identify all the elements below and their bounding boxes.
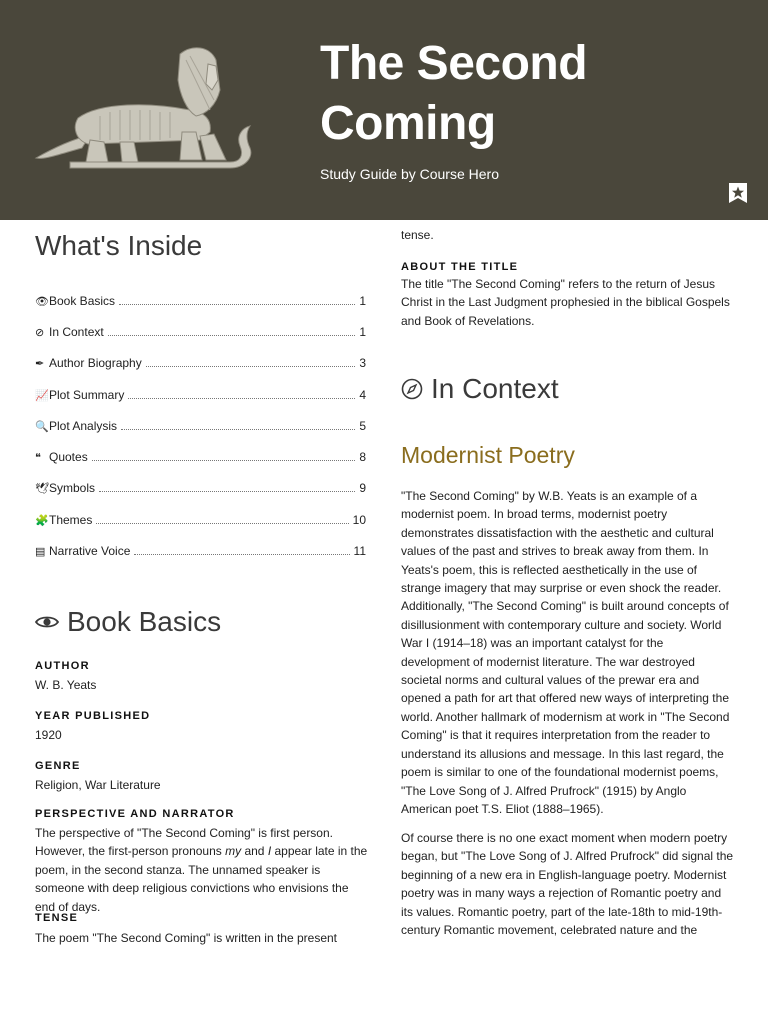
toc-item-plot-analysis[interactable] [35,419,366,437]
pen-nib-icon: ✒ [35,358,45,370]
toc-item-label: Themes [49,513,93,527]
perspective-text [35,824,368,916]
toc-item-page: 11 [353,544,366,558]
toc-leader-dots [128,397,355,399]
toc-item-label: Narrative Voice [49,544,131,558]
toc-item-in-context[interactable] [35,325,366,343]
toc-item-page: 8 [359,450,366,464]
document-title [320,34,740,154]
author-label: AUTHOR [35,660,90,672]
in-context-heading [401,373,559,405]
toc-item-quotes[interactable] [35,450,366,468]
about-the-title-text: The title "The Second Coming" refers to the return of Jesus Christ in the Last Judgment prophesied in the biblical Gospels and Book of Revelations. [401,277,730,328]
tense-text: The poem "The Second Coming" is written in the present [35,931,338,945]
toc-leader-dots [121,428,355,430]
title-line-1: The Second [320,37,588,90]
toc-item-label: Symbols [49,481,96,495]
toc-item-label: Plot Analysis [49,419,118,433]
toc-item-page: 9 [359,481,366,495]
puzzle-icon: 🧩 [35,515,49,527]
perspective-text-part: The perspective of "The Second Coming" is first person. However, the first-person pronouns [35,826,333,859]
perspective-text-part: appear late in the poem, in the second stanza. The unnamed speaker is someone with deep religious convictions who envisions the end of days. [35,844,368,914]
toc-item-page: 3 [359,356,366,370]
header-banner [0,0,768,220]
perspective-label: PERSPECTIVE AND NARRATOR [35,808,235,820]
perspective-text-part: and [241,844,268,859]
eye-icon [35,614,59,630]
book-basics-heading [35,606,221,638]
bird-icon: 🕊 [35,483,49,495]
compass-icon [401,378,423,400]
toc-leader-dots [92,459,356,461]
toc-item-label: In Context [49,325,104,339]
toc-leader-dots [119,303,355,305]
document-icon: ▤ [35,546,46,558]
about-the-title-label: ABOUT THE TITLE [401,261,519,273]
toc-item-page: 4 [359,388,366,402]
in-context-paragraph-1: "The Second Coming" by W.B. Yeats is an example of a modernist poem. In broad terms, modernist poetry demonstrates dissatisfaction with the aesthetic and cultural values of the past and strives to break away from them. In Yeats's poem, this is reflected aesthetically in the use of strange imagery that may surprise or even shock the reader. Additionally, "The Second Coming" is built around concepts of disillusionment with contemporary culture and society. World War I (1914–18) was an important catalyst for the development of modernist literature. The war destroyed societal norms and cultural values of the prewar era and opened a path for art that offered new ways of interpreting the world. Another hallmark of modernism at work in "The Second Coming" is that it requires interpretation from the reader to understand its allusions and message. In this last regard, the poem is similar to one of the foundational modernist poems, "The Love Song of J. Alfred Prufrock" (1915) by Anglo American poet T.S. Eliot (1888–1965). [401,489,730,816]
sphinx-illustration [30,40,260,170]
book-basics-title: Book Basics [67,606,222,637]
title-line-2: Coming [320,97,496,150]
whats-inside-heading: What's Inside [35,230,203,261]
toc-leader-dots [108,334,356,336]
toc-leader-dots [96,522,348,524]
toc-item-book-basics[interactable] [35,294,366,312]
toc-item-label: Book Basics [49,294,116,308]
year-published-label: YEAR PUBLISHED [35,710,151,722]
perspective-emphasis-my: my [225,844,242,859]
toc-item-symbols[interactable] [35,481,366,499]
tense-label: TENSE [35,912,79,924]
toc-leader-dots [146,365,356,367]
course-hero-bookmark-icon [727,182,749,204]
toc-item-label: Author Biography [49,356,142,370]
toc-leader-dots [99,490,355,492]
year-published-value: 1920 [35,728,62,742]
modernist-poetry-heading: Modernist Poetry [401,442,575,468]
toc-item-plot-summary[interactable] [35,388,366,406]
toc-item-author-biography[interactable] [35,356,366,374]
compass-icon: ⊘ [35,327,45,339]
toc-leader-dots [134,553,349,555]
chart-icon: 📈 [35,390,49,402]
toc-item-narrative-voice[interactable] [35,544,366,562]
toc-item-label: Quotes [49,450,88,464]
perspective-emphasis-i: I [267,844,272,859]
toc-item-page: 1 [359,325,366,339]
tense-continued: tense. [401,228,434,242]
genre-label: GENRE [35,760,81,772]
toc-item-themes[interactable] [35,513,366,531]
author-value: W. B. Yeats [35,678,97,692]
toc-item-page: 1 [359,294,366,308]
quote-icon: ❝ [35,452,41,464]
in-context-paragraph-2: Of course there is no one exact moment when modern poetry began, but "The Love Song of J. Alfred Prufrock" did signal the beginning of a new era in English-language poetry. Modernist poetry was in many ways a rejection of Romantic poetry and its values. Romantic poetry, part of the late-18th to mid-19th-century Romantic movement, celebrated nature and the [401,831,734,938]
toc-item-page: 5 [359,419,366,433]
magnifier-icon: 🔍 [35,421,49,433]
toc-item-label: Plot Summary [49,388,125,402]
genre-value: Religion, War Literature [35,778,161,792]
toc-item-page: 10 [352,513,366,527]
document-subtitle: Study Guide by Course Hero [320,166,499,182]
eye-icon: 👁 [35,296,49,308]
in-context-title: In Context [431,373,559,404]
